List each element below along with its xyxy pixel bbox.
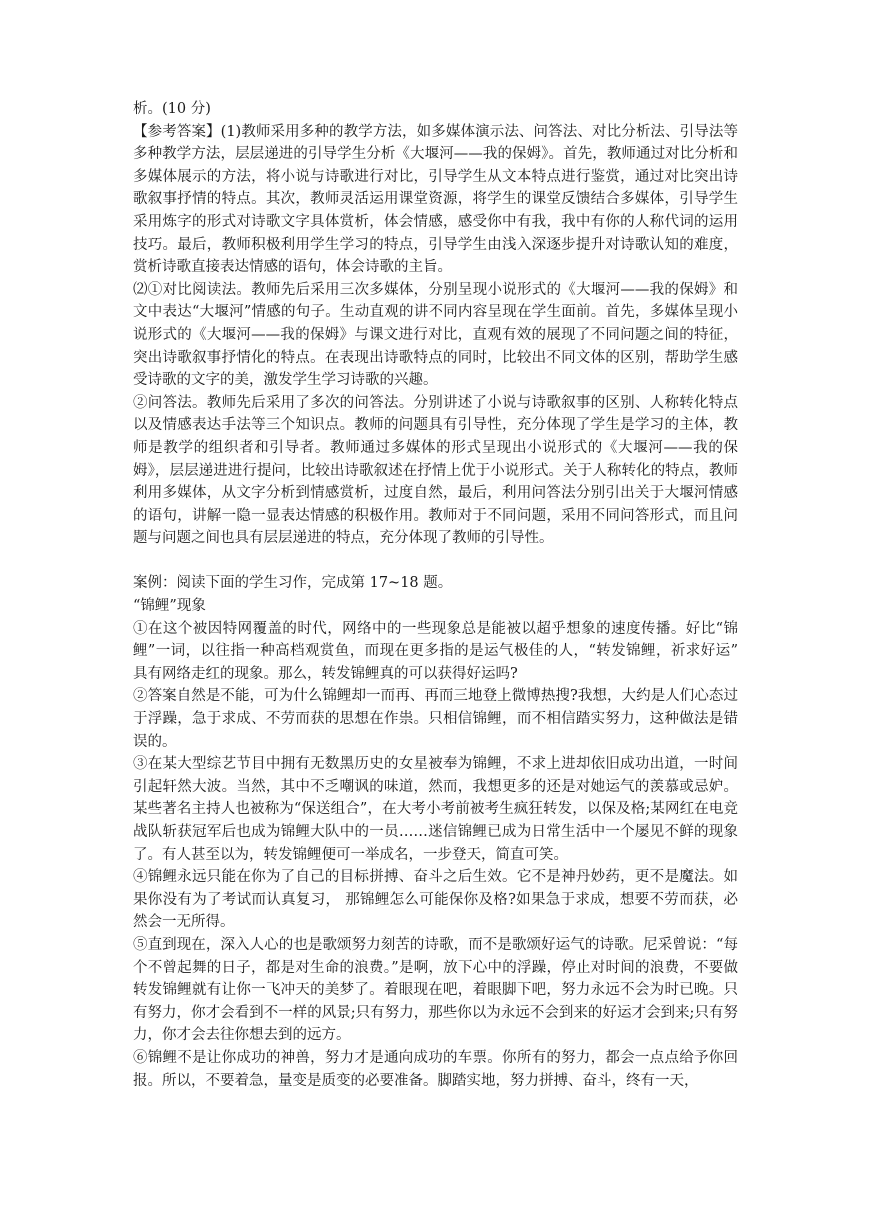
answer-part-2-question-method: ②问答法。教师先后采用了多次的问答法。分别讲述了小说与诗歌叙事的区别、人称转化特点以及情感表达手法等三个知识点。教师的问题具有引导性，充分体现了学生是学习的主体，教师是教学的组织者和引导者。教师通过多媒体的形式呈现出小说形式的《大堰河——我的保姆》，层层递进进行提问，比较出诗歌叙述在抒情上优于小说形式。关于人称转化的特点，教师利用多媒体，从文字分析到情感赏析，过度自然，最后，利用问答法分别引出关于大堰河情感的语句，讲解一隐一显表达情感的积极作用。教师对于不同问题，采用不同问答形式，而且问题与问题之间也具有层层递进的特点，充分体现了教师的引导性。 [133, 394, 738, 547]
essay-paragraph-4: ④锦鲤永远只能在你为了自己的目标拼搏、奋斗之后生效。它不是神丹妙药，更不是魔法。如果你没有为了考试而认真复习， 那锦鲤怎么可能保你及格?如果急于求成，想要不劳而获，必然会一无所得。 [133, 869, 738, 931]
document-body [133, 98, 738, 1092]
essay-paragraph-6: ⑥锦鲤不是让你成功的神兽，努力才是通向成功的车票。你所有的努力，都会一点点给予你回报。所以，不要着急，量变是质变的必要准备。脚踏实地，努力拼搏、奋斗，终有一天， [133, 1049, 738, 1089]
essay-paragraph-2: ②答案自然是不能，可为什么锦鲤却一而再、再而三地登上微博热搜?我想，大约是人们心态过于浮躁，急于求成、不劳而获的思想在作祟。只相信锦鲤，而不相信踏实努力，这种做法是错误的。 [133, 688, 738, 750]
answer-part-2-contrast-reading: ⑵①对比阅读法。教师先后采用三次多媒体，分别呈现小说形式的《大堰河——我的保姆》和文中表达“大堰河”情感的句子。生动直观的讲不同内容呈现在学生面前。首先，多媒体呈现小说形式的《大堰河——我的保姆》与课文进行对比，直观有效的展现了不同问题之间的特征，突出诗歌叙事抒情化的特点。在表现出诗歌特点的同时，比较出不同文体的区别，帮助学生感受诗歌的文字的美，激发学生学习诗歌的兴趣。 [133, 281, 738, 389]
essay-paragraph-1: ①在这个被因特网覆盖的时代，网络中的一些现象总是能被以超乎想象的速度传播。好比“锦鲤”一词，以往指一种高档观赏鱼，而现在更多指的是运气极佳的人，“转发锦鲤，祈求好运” 具有网络走红的现象。那么，转发锦鲤真的可以获得好运吗? [133, 620, 738, 682]
essay-title: “锦鲤”现象 [133, 598, 206, 615]
question-score-line: 析。(10 分) [133, 101, 211, 117]
blank-line [133, 550, 738, 573]
essay-paragraph-3: ③在某大型综艺节目中拥有无数黑历史的女星被奉为锦鲤，不求上进却依旧成功出道，一时间引起轩然大波。当然，其中不乏嘲讽的味道，然而，我想更多的还是对她运气的羡慕或忌妒。某些著名主持人也被称为“保送组合”，在大考小考前被考生疯狂转发，以保及格;某网红在电竞战队斩获冠军后也成为锦鲤大队中的一员……迷信锦鲤已成为日常生活中一个屡见不鲜的现象了。有人甚至以为，转发锦鲤便可一举成名，一步登天，简直可笑。 [133, 756, 738, 863]
reference-answer-paragraph: 【参考答案】(1)教师采用多种的教学方法，如多媒体演示法、问答法、对比分析法、引导法等多种教学方法，层层递进的引导学生分析《大堰河——我的保姆》。首先，教师通过对比分析和多媒体展示的方法，将小说与诗歌进行对比，引导学生从文本特点进行鉴赏，通过对比突出诗歌叙事抒情的特点。其次，教师灵活运用课堂资源，将学生的课堂反馈结合多媒体，引导学生采用炼字的形式对诗歌文字具体赏析，体会情感，感受你中有我，我中有你的人称代词的运用技巧。最后，教师积极利用学生学习的特点，引导学生由浅入深逐步提升对诗歌认知的难度，赏析诗歌直接表达情感的语句，体会诗歌的主旨。 [133, 123, 738, 276]
case-intro: 案例：阅读下面的学生习作，完成第 17~18 题。 [133, 575, 453, 592]
essay-paragraph-5: ⑤直到现在，深入人心的也是歌颂努力刻苦的诗歌，而不是歌颂好运气的诗歌。尼采曾说：“每个不曾起舞的日子，都是对生命的浪费。”是啊，放下心中的浮躁，停止对时间的浪费，不要做转发锦鲤就有让你一飞冲天的美梦了。着眼现在吧，着眼脚下吧，努力永远不会为时已晚。只有努力，你才会看到不一样的风景;只有努力，那些你以为永远不会到来的好运才会到来;只有努力，你才会去往你想去到的远方。 [133, 936, 738, 1044]
